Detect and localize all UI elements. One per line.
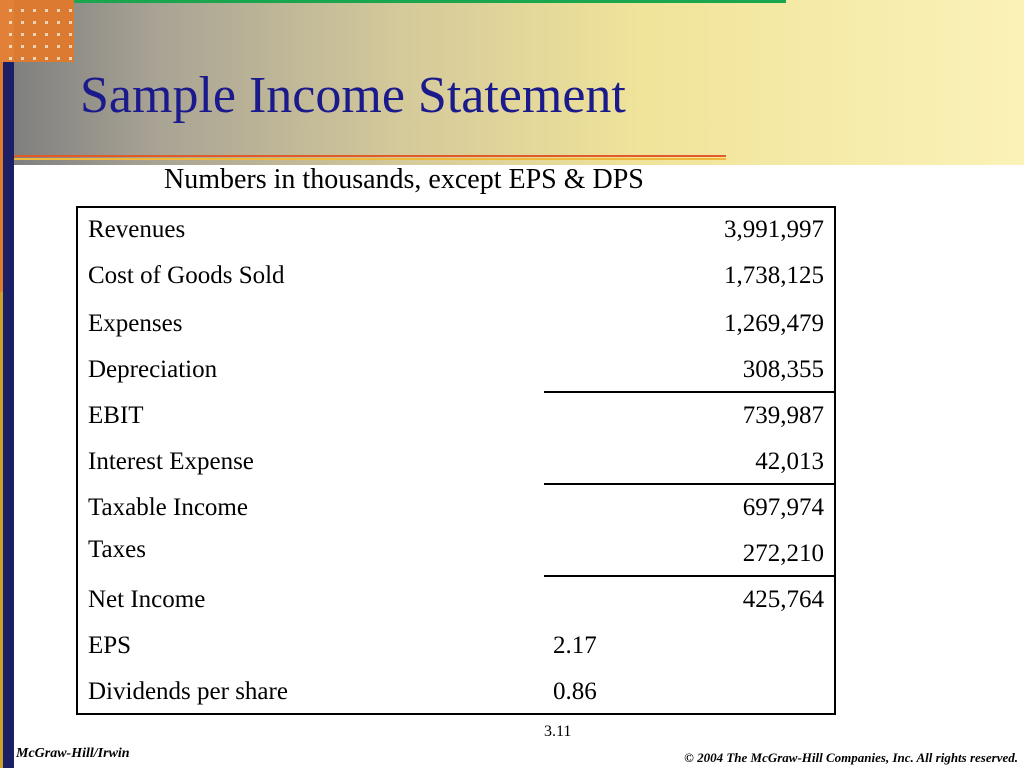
publisher-logo-text: McGraw-Hill/Irwin bbox=[16, 746, 130, 761]
statement-row-revenues bbox=[78, 216, 834, 260]
row-value: 0.86 bbox=[553, 678, 597, 705]
left-sidebar-gold-stripe bbox=[0, 292, 3, 768]
header-green-line bbox=[74, 0, 786, 3]
statement-row-taxable-income bbox=[78, 494, 834, 538]
statement-row-net-income bbox=[78, 586, 834, 630]
row-value: 1,738,125 bbox=[724, 262, 824, 289]
row-value: 697,974 bbox=[742, 494, 824, 521]
units-note: Numbers in thousands, except EPS & DPS bbox=[164, 164, 644, 195]
statement-row-taxes bbox=[78, 536, 834, 580]
slide-title: Sample Income Statement bbox=[80, 67, 626, 124]
row-label: EPS bbox=[88, 632, 132, 659]
row-value: 425,764 bbox=[742, 586, 824, 613]
row-label: EBIT bbox=[88, 402, 144, 429]
row-label: Dividends per share bbox=[88, 678, 288, 705]
subtotal-rule-taxable-income bbox=[544, 483, 834, 485]
statement-row-depreciation bbox=[78, 356, 834, 400]
statement-row-ebit bbox=[78, 402, 834, 446]
statement-row-eps bbox=[78, 632, 834, 676]
row-label: Taxable Income bbox=[88, 494, 248, 521]
row-label: Interest Expense bbox=[88, 448, 254, 475]
title-underline-gold bbox=[14, 158, 726, 160]
row-label: Net Income bbox=[88, 586, 206, 613]
subtotal-rule-ebit bbox=[544, 391, 834, 393]
corner-grid-decoration bbox=[0, 0, 74, 62]
row-value: 1,269,479 bbox=[724, 310, 824, 337]
statement-row-interest-expense bbox=[78, 448, 834, 492]
page-number: 3.11 bbox=[544, 723, 572, 740]
row-value: 3,991,997 bbox=[724, 216, 824, 243]
row-label: Taxes bbox=[88, 536, 146, 563]
row-value: 272,210 bbox=[742, 540, 824, 567]
row-label: Cost of Goods Sold bbox=[88, 262, 285, 289]
statement-row-expenses bbox=[78, 310, 834, 354]
title-underline-red bbox=[14, 155, 726, 157]
subtotal-rule-net-income bbox=[544, 575, 834, 577]
row-value: 739,987 bbox=[742, 402, 824, 429]
row-value: 2.17 bbox=[553, 632, 597, 659]
statement-row-dps bbox=[78, 678, 834, 722]
statement-row-cogs bbox=[78, 262, 834, 306]
row-label: Revenues bbox=[88, 216, 186, 243]
copyright-notice: © 2004 The McGraw-Hill Companies, Inc. All rights reserved. bbox=[684, 750, 1018, 765]
row-value: 42,013 bbox=[755, 448, 824, 475]
income-statement-table bbox=[76, 206, 836, 715]
row-label: Expenses bbox=[88, 310, 183, 337]
row-label: Depreciation bbox=[88, 356, 218, 383]
left-sidebar-orange-stripe bbox=[0, 62, 3, 292]
row-value: 308,355 bbox=[742, 356, 824, 383]
